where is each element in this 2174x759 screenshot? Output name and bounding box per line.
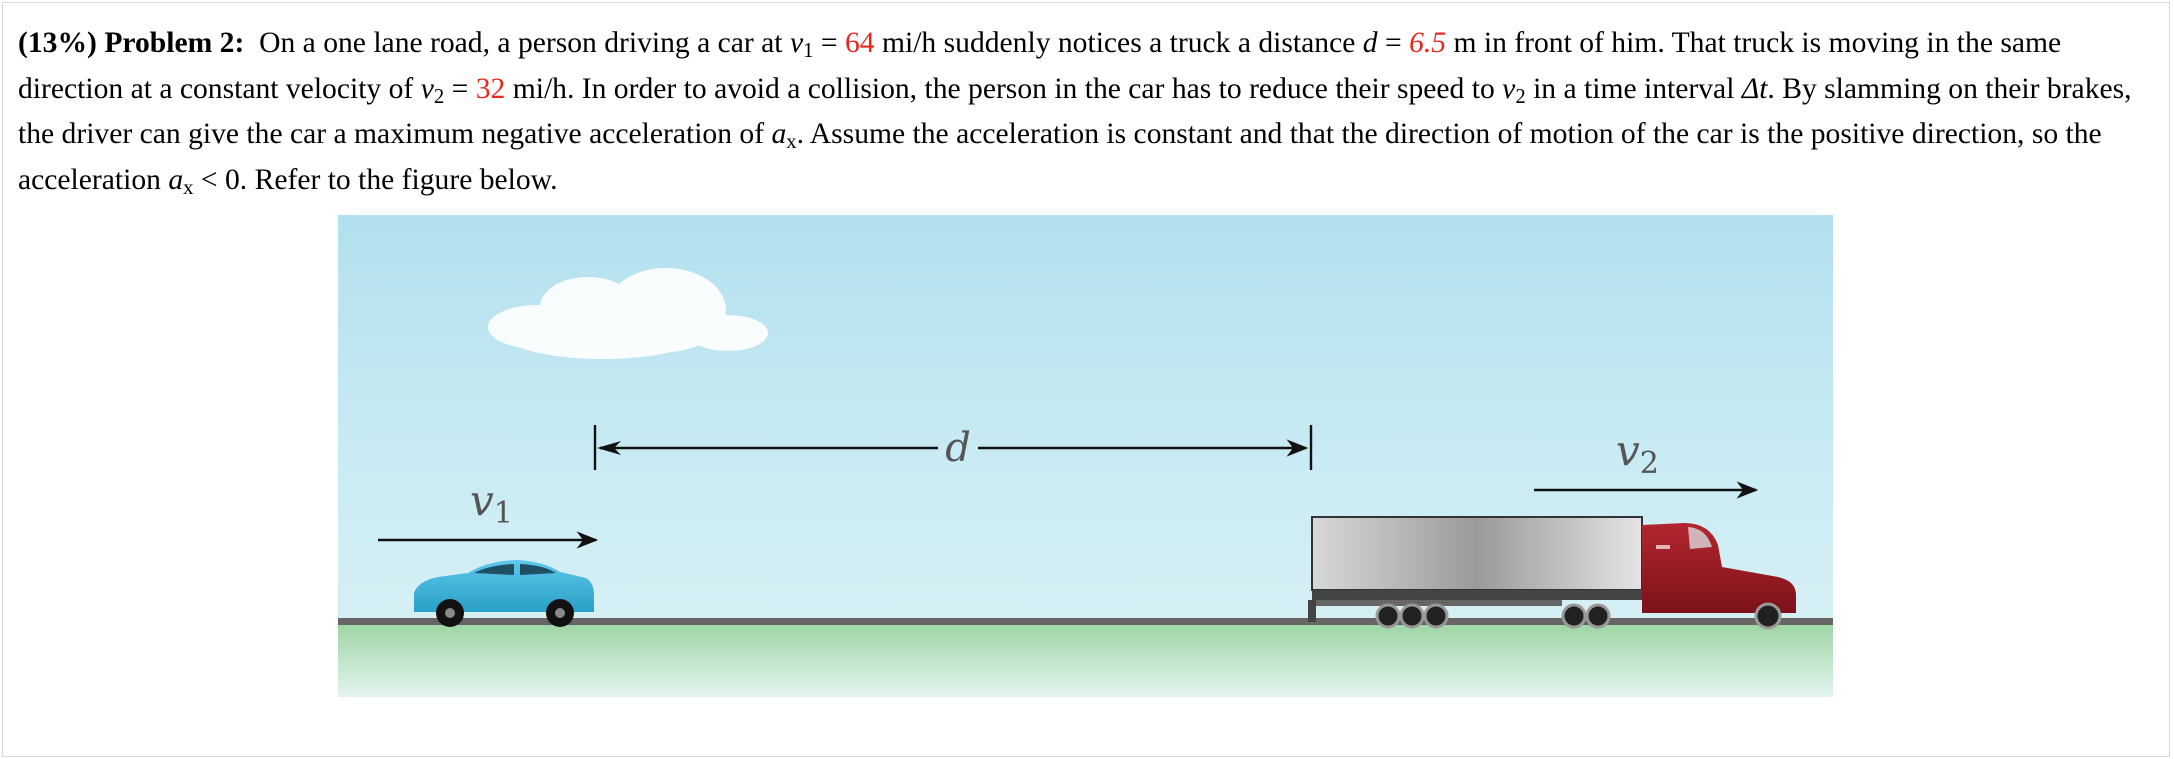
problem-text-3: m in front of him. That truck is moving in the same direction at a constant velocity of — [18, 27, 2062, 105]
d-value: 6.5 — [1409, 27, 1447, 59]
problem-text-8: < 0. Refer to the figure below. — [200, 164, 558, 197]
problem-text-7: . Assume the acceleration is constant and that the direction of motion of the car is the positive direction, so the acceleration — [18, 118, 2102, 197]
v1-value: 64 — [844, 27, 875, 59]
v1-label: v1 — [470, 476, 513, 531]
equals-sign: = — [1384, 27, 1402, 59]
ax-symbol: $a_x$ — [771, 118, 797, 154]
problem-title: Problem 2: — [104, 27, 245, 59]
grass — [338, 625, 1833, 697]
delta-t-symbol: Δt — [1741, 72, 1768, 105]
problem-text-5: in a time interval — [1533, 72, 1735, 105]
problem-card — [2, 2, 2170, 757]
d-symbol: d — [1362, 27, 1378, 59]
equals-sign: = — [820, 27, 838, 59]
v1-symbol: $v_1$ — [789, 27, 814, 63]
problem-text-1: On a one lane road, a person driving a car at — [259, 27, 783, 59]
problem-text-2: mi/h suddenly notices a truck a distance — [881, 27, 1356, 59]
truck-trailer — [1312, 517, 1642, 590]
v2-symbol: $v_2$ — [1502, 72, 1526, 108]
v2-value: 32 — [475, 72, 506, 105]
equals-sign: = — [451, 72, 469, 105]
v2-symbol: $v_2$ — [420, 72, 445, 108]
v2-label: v2 — [1616, 426, 1659, 481]
ax-symbol: $a_x$ — [168, 164, 194, 200]
d-label: d — [945, 425, 971, 471]
problem-text-6: . By slamming on their brakes, the driver can give the car a maximum negative acceleration of — [18, 72, 2132, 151]
problem-statement — [18, 25, 2158, 208]
problem-figure — [338, 215, 1833, 697]
problem-weight: (13%) — [18, 27, 97, 59]
problem-text-4: mi/h. In order to avoid a collision, the person in the car has to reduce their speed to — [512, 72, 1495, 105]
